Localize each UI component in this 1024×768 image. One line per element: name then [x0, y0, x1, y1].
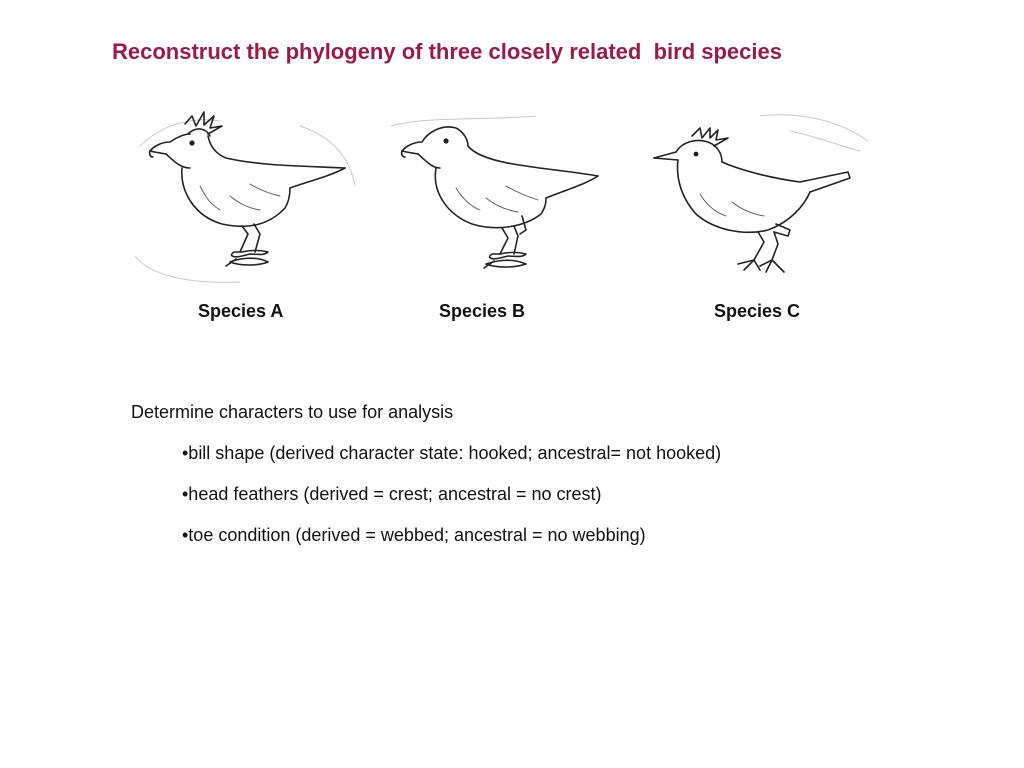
species-b-label: Species B	[439, 301, 526, 321]
character-toe-condition: •toe condition (derived = webbed; ancestral = no webbing)	[182, 525, 646, 545]
character-list	[182, 444, 721, 567]
character-head-feathers: •head feathers (derived = crest; ancestral = no crest)	[182, 484, 602, 504]
species-c-illustration	[640, 106, 870, 286]
species-a-label: Species A	[198, 301, 284, 321]
species-b-illustration	[386, 106, 616, 286]
analysis-heading: Determine characters to use for analysis	[131, 402, 454, 422]
character-bill-shape: •bill shape (derived character state: hooked; ancestral= not hooked)	[182, 443, 722, 463]
slide-title: Reconstruct the phylogeny of three closely related bird species	[112, 39, 782, 64]
species-c-label: Species C	[714, 301, 801, 321]
species-a-illustration	[130, 106, 360, 286]
